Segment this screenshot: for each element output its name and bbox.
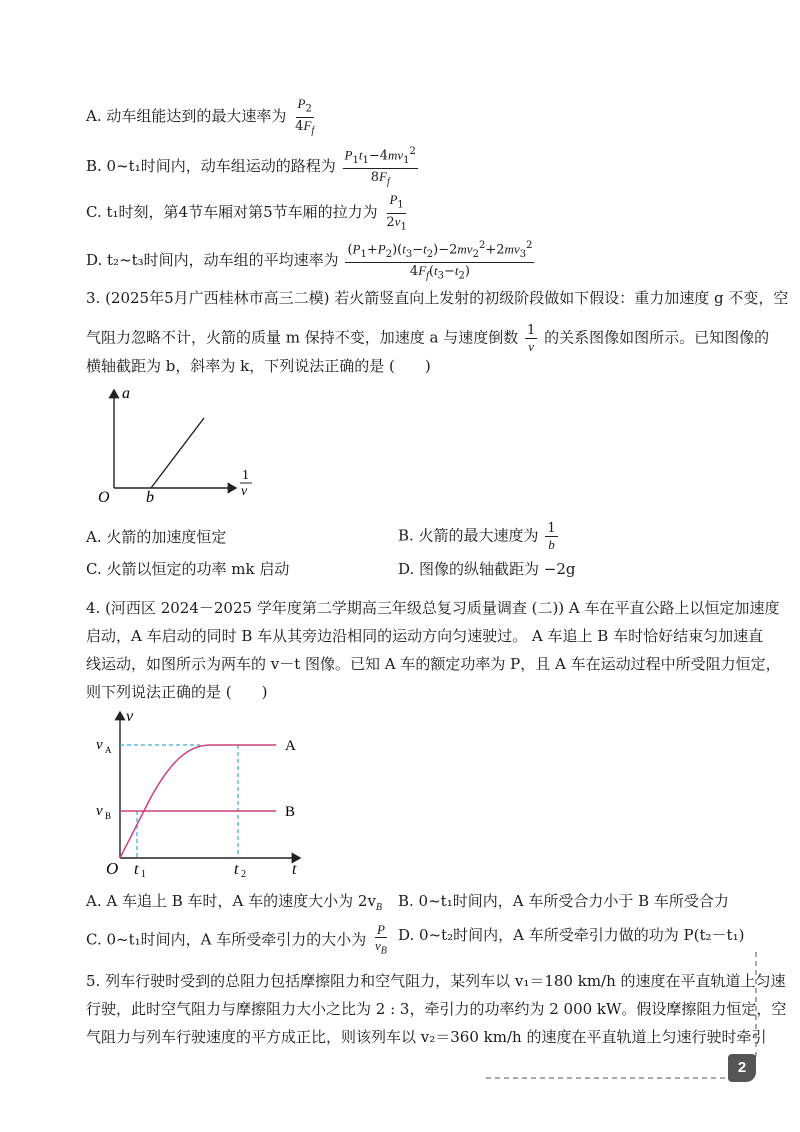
q3-option-c: C. 火箭以恒定的功率 mk 启动 bbox=[86, 560, 290, 578]
q2-option-a-formula: $\frac{P_2}{4F_f}$ bbox=[295, 96, 315, 137]
q3-b-label: b bbox=[146, 489, 154, 506]
q2-option-d bbox=[86, 238, 536, 284]
q2-option-d-text: D. t₂~t₃时间内，动车组的平均速率为 bbox=[86, 250, 339, 269]
q4-v-label: v bbox=[126, 708, 134, 725]
q4-vB-sub: B bbox=[105, 811, 112, 821]
q3-origin: O bbox=[98, 489, 110, 506]
q4-origin: O bbox=[106, 859, 119, 878]
q4-t1-sub: 1 bbox=[141, 869, 146, 879]
q2-option-a bbox=[86, 96, 318, 138]
q2-option-c bbox=[86, 192, 411, 234]
q4-A-label: A bbox=[285, 738, 296, 754]
q3-xlabel-den: v bbox=[241, 484, 248, 499]
q3-line2 bbox=[86, 323, 769, 354]
q4-vA-label: v bbox=[96, 737, 103, 753]
q3-inverse-v: $\frac{1}{v}$ bbox=[527, 323, 536, 354]
q3-option-b bbox=[398, 521, 560, 552]
q2-option-b bbox=[86, 144, 420, 190]
page-number: 2 bbox=[728, 1054, 756, 1082]
q3-line1: 3. (2025年5月广西桂林市高三二模) 若火箭竖直向上发射的初级阶段做如下假设：重力加速度 g 不变，空 bbox=[86, 289, 789, 307]
q3-line2-text-a: 气阻力忽略不计，火箭的质量 m 保持不变，加速度 a 与速度倒数 bbox=[86, 328, 519, 347]
q4-line2: 启动，A 车启动的同时 B 车从其旁边沿相同的运动方向匀速驶过。 A 车追上 B 车时恰好结束匀加速直 bbox=[86, 627, 764, 645]
q4-option-c-text: C. 0~t₁时间内，A 车所受牵引力的大小为 bbox=[86, 930, 367, 949]
q3-option-d: D. 图像的纵轴截距为 −2g bbox=[398, 560, 576, 578]
q4-curve-A bbox=[120, 745, 276, 858]
q3-ylabel: a bbox=[122, 385, 130, 402]
q4-line4: 则下列说法正确的是 ( ) bbox=[86, 683, 268, 701]
q2-option-c-text: C. t₁时刻，第4节车厢对第5节车厢的拉力为 bbox=[86, 203, 378, 222]
q4-t2-sub: 2 bbox=[241, 869, 246, 879]
q4-option-a-text: A. A 车追上 B 车时，A 车的速度大小为 2v bbox=[86, 892, 376, 910]
q2-option-d-formula: $\frac{(P_1+P_2)(t_3-t_2)-2mv_2^2+2mv_3^2}{4F_f(t_3-t_2)}$ bbox=[347, 240, 533, 282]
q4-t-axis-label: t bbox=[292, 861, 297, 878]
q4-vB-label: v bbox=[96, 803, 103, 819]
q4-line1: 4. (河西区 2024－2025 学年度第二学期高三年级总复习质量调查 (二)) A 车在平直公路上以恒定加速度 bbox=[86, 599, 780, 617]
q4-option-c bbox=[86, 922, 391, 959]
q3-graph bbox=[88, 382, 268, 507]
q3-option-a: A. 火箭的加速度恒定 bbox=[86, 528, 227, 546]
q4-option-b: B. 0~t₁时间内，A 车所受合力小于 B 车所受合力 bbox=[398, 892, 729, 910]
q3-option-b-formula: $\frac{1}{b}$ bbox=[547, 521, 556, 552]
q4-t2-label: t bbox=[234, 861, 239, 878]
q5-line1: 5. 列车行驶时受到的总阻力包括摩擦阻力和空气阻力，某列车以 v₁＝180 km/h 的速度在平直轨道上匀速 bbox=[86, 972, 786, 990]
q3-line2-text-b: 的关系图像如图所示。已知图像的 bbox=[544, 328, 770, 347]
q4-option-d: D. 0~t₂时间内，A 车所受牵引力做的功为 P(t₂－t₁) bbox=[398, 926, 745, 944]
q2-option-a-text: A. 动车组能达到的最大速率为 bbox=[86, 107, 287, 126]
q3-option-b-text: B. 火箭的最大速度为 bbox=[398, 526, 539, 545]
q4-vA-sub: A bbox=[105, 745, 112, 755]
q2-option-b-formula: $\frac{P_1t_1-4mv_1^2}{8F_f}$ bbox=[344, 146, 416, 188]
q2-option-b-text: B. 0~t₁时间内，动车组运动的路程为 bbox=[86, 156, 336, 175]
q4-B-label: B bbox=[285, 804, 296, 820]
q5-line3: 气阻力与列车行驶速度的平方成正比，则该列车以 v₂＝360 km/h 的速度在平直轨道上匀速行驶时牵引 bbox=[86, 1028, 767, 1046]
q3-xlabel-num: 1 bbox=[242, 468, 249, 483]
q3-graph-line bbox=[151, 418, 204, 488]
q4-t1-label: t bbox=[134, 861, 139, 878]
q3-line3: 横轴截距为 b，斜率为 k，下列说法正确的是 ( ) bbox=[86, 357, 431, 375]
q4-line3: 线运动，如图所示为两车的 v－t 图像。已知 A 车的额定功率为 P，且 A 车在运动过程中所受阻力恒定， bbox=[86, 655, 781, 673]
q4-graph bbox=[90, 704, 320, 879]
q4-option-c-formula: $\frac{P}{v_B}$ bbox=[375, 922, 387, 957]
q5-line2: 行驶，此时空气阻力与摩擦阻力大小之比为 2 : 3，牵引力的功率约为 2 000 kW。假设摩擦阻力恒定，空 bbox=[86, 1000, 787, 1018]
q4-option-a: A. A 车追上 B 车时，A 车的速度大小为 $2v_B$ bbox=[86, 892, 383, 913]
q2-option-c-formula: $\frac{P_1}{2v_1}$ bbox=[386, 192, 407, 233]
